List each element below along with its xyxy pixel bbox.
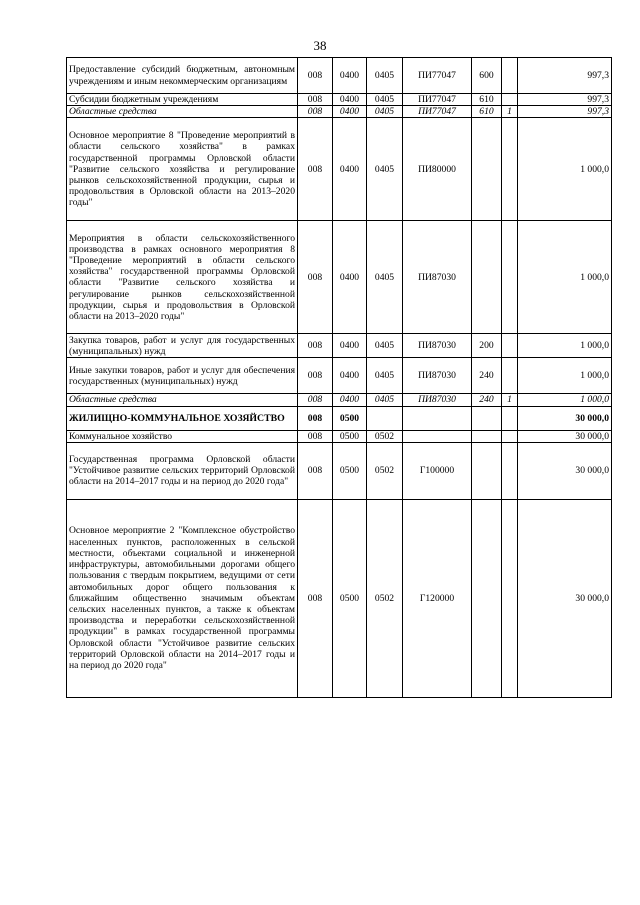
expense-type-code xyxy=(472,499,502,697)
row-name: Государственная программа Орловской области "Устойчивое развитие сельских территорий Орловской области на 2014–2017 годы и на период до 2020 года" xyxy=(67,442,298,499)
amount: 1 000,0 xyxy=(518,394,612,406)
subsection-code: 0502 xyxy=(367,499,403,697)
funding-source-code xyxy=(502,499,518,697)
funding-source-code xyxy=(502,442,518,499)
subsection-code: 0405 xyxy=(367,58,403,94)
row-name: Коммунальное хозяйство xyxy=(67,430,298,442)
grbs-code: 008 xyxy=(298,406,333,430)
grbs-code: 008 xyxy=(298,58,333,94)
expense-type-code xyxy=(472,406,502,430)
target-article-code xyxy=(403,430,472,442)
grbs-code: 008 xyxy=(298,118,333,221)
target-article-code: Г120000 xyxy=(403,499,472,697)
target-article-code xyxy=(403,406,472,430)
funding-source-code xyxy=(502,94,518,106)
table-row xyxy=(67,106,612,118)
grbs-code: 008 xyxy=(298,94,333,106)
table-row xyxy=(67,430,612,442)
grbs-code: 008 xyxy=(298,221,333,334)
expense-type-code: 200 xyxy=(472,334,502,358)
table-row xyxy=(67,118,612,221)
table-row xyxy=(67,334,612,358)
table-row xyxy=(67,358,612,394)
amount: 1 000,0 xyxy=(518,334,612,358)
section-code: 0500 xyxy=(333,499,367,697)
amount: 30 000,0 xyxy=(518,430,612,442)
grbs-code: 008 xyxy=(298,106,333,118)
amount: 1 000,0 xyxy=(518,358,612,394)
grbs-code: 008 xyxy=(298,430,333,442)
target-article-code: ПИ87030 xyxy=(403,358,472,394)
section-code: 0500 xyxy=(333,406,367,430)
funding-source-code xyxy=(502,58,518,94)
subsection-code: 0405 xyxy=(367,394,403,406)
page-number: 38 xyxy=(313,38,327,53)
subsection-code: 0405 xyxy=(367,94,403,106)
grbs-code: 008 xyxy=(298,499,333,697)
amount: 997,3 xyxy=(518,106,612,118)
section-code: 0500 xyxy=(333,430,367,442)
section-code: 0400 xyxy=(333,394,367,406)
subsection-code: 0405 xyxy=(367,221,403,334)
budget-table xyxy=(66,57,612,698)
funding-source-code xyxy=(502,430,518,442)
target-article-code: ПИ87030 xyxy=(403,394,472,406)
row-name: Основное мероприятие 8 "Проведение мероприятий в области сельского хозяйства" в рамках государственной программы Орловской области "Развитие сельского хозяйства и регулирование рынков сельскохозяйственной продукции, сырья и продовольствия в Орловской области на 2013–2020 годы" xyxy=(67,118,298,221)
target-article-code: ПИ87030 xyxy=(403,221,472,334)
grbs-code: 008 xyxy=(298,442,333,499)
amount: 30 000,0 xyxy=(518,499,612,697)
row-name: ЖИЛИЩНО-КОММУНАЛЬНОЕ ХОЗЯЙСТВО xyxy=(67,406,298,430)
row-name: Мероприятия в области сельскохозяйственного производства в рамках основного мероприятия 8 "Проведение мероприятий в области сельского хозяйства" государственной программы Орловской области "Развитие сельского хозяйства и регулирование рынков сельскохозяйственной продукции, сырья и продовольствия в Орловской области на 2013–2020 годы" xyxy=(67,221,298,334)
table-row xyxy=(67,442,612,499)
expense-type-code xyxy=(472,430,502,442)
expense-type-code: 600 xyxy=(472,58,502,94)
target-article-code: ПИ77047 xyxy=(403,58,472,94)
amount: 997,3 xyxy=(518,94,612,106)
section-code: 0400 xyxy=(333,58,367,94)
section-code: 0400 xyxy=(333,94,367,106)
expense-type-code: 610 xyxy=(472,106,502,118)
amount: 1 000,0 xyxy=(518,118,612,221)
amount: 30 000,0 xyxy=(518,442,612,499)
row-name: Закупка товаров, работ и услуг для государственных (муниципальных) нужд xyxy=(67,334,298,358)
section-code: 0400 xyxy=(333,334,367,358)
table-row xyxy=(67,221,612,334)
section-code: 0400 xyxy=(333,358,367,394)
table-row xyxy=(67,499,612,697)
grbs-code: 008 xyxy=(298,394,333,406)
grbs-code: 008 xyxy=(298,334,333,358)
subsection-code: 0405 xyxy=(367,358,403,394)
subsection-code xyxy=(367,406,403,430)
expense-type-code: 240 xyxy=(472,394,502,406)
subsection-code: 0405 xyxy=(367,334,403,358)
target-article-code: ПИ87030 xyxy=(403,334,472,358)
funding-source-code xyxy=(502,358,518,394)
row-name: Субсидии бюджетным учреждениям xyxy=(67,94,298,106)
section-code: 0400 xyxy=(333,221,367,334)
expense-type-code: 610 xyxy=(472,94,502,106)
funding-source-code xyxy=(502,118,518,221)
grbs-code: 008 xyxy=(298,358,333,394)
table-row xyxy=(67,394,612,406)
subsection-code: 0405 xyxy=(367,118,403,221)
section-code: 0400 xyxy=(333,118,367,221)
expense-type-code xyxy=(472,442,502,499)
expense-type-code: 240 xyxy=(472,358,502,394)
row-name: Иные закупки товаров, работ и услуг для обеспечения государственных (муниципальных) нужд xyxy=(67,358,298,394)
section-code: 0500 xyxy=(333,442,367,499)
funding-source-code: 1 xyxy=(502,106,518,118)
amount: 997,3 xyxy=(518,58,612,94)
table-row xyxy=(67,94,612,106)
row-name: Предоставление субсидий бюджетным, автономным учреждениям и иным некоммерческим организациям xyxy=(67,58,298,94)
target-article-code: Г100000 xyxy=(403,442,472,499)
expense-type-code xyxy=(472,221,502,334)
target-article-code: ПИ77047 xyxy=(403,94,472,106)
section-code: 0400 xyxy=(333,106,367,118)
row-name: Основное мероприятие 2 "Комплексное обустройство населенных пунктов, расположенных в сельской местности, объектами социальной и инженерной инфраструктуры, автомобильными дорогами общего пользования с твердым покрытием, ведущими от сети автомобильных дорог общего пользования к ближайшим общественно значимым объектам сельских населенных пунктов, а также к объектам производства и переработки сельскохозяйственной продукции" в рамках государственной программы Орловской области "Устойчивое развитие сельских территорий Орловской области на 2014–2017 годы и на период до 2020 года" xyxy=(67,499,298,697)
target-article-code: ПИ80000 xyxy=(403,118,472,221)
funding-source-code xyxy=(502,221,518,334)
table-row xyxy=(67,58,612,94)
target-article-code: ПИ77047 xyxy=(403,106,472,118)
expense-type-code xyxy=(472,118,502,221)
table-row xyxy=(67,406,612,430)
subsection-code: 0502 xyxy=(367,430,403,442)
subsection-code: 0502 xyxy=(367,442,403,499)
funding-source-code xyxy=(502,334,518,358)
funding-source-code: 1 xyxy=(502,394,518,406)
row-name: Областные средства xyxy=(67,394,298,406)
amount: 30 000,0 xyxy=(518,406,612,430)
row-name: Областные средства xyxy=(67,106,298,118)
funding-source-code xyxy=(502,406,518,430)
amount: 1 000,0 xyxy=(518,221,612,334)
subsection-code: 0405 xyxy=(367,106,403,118)
